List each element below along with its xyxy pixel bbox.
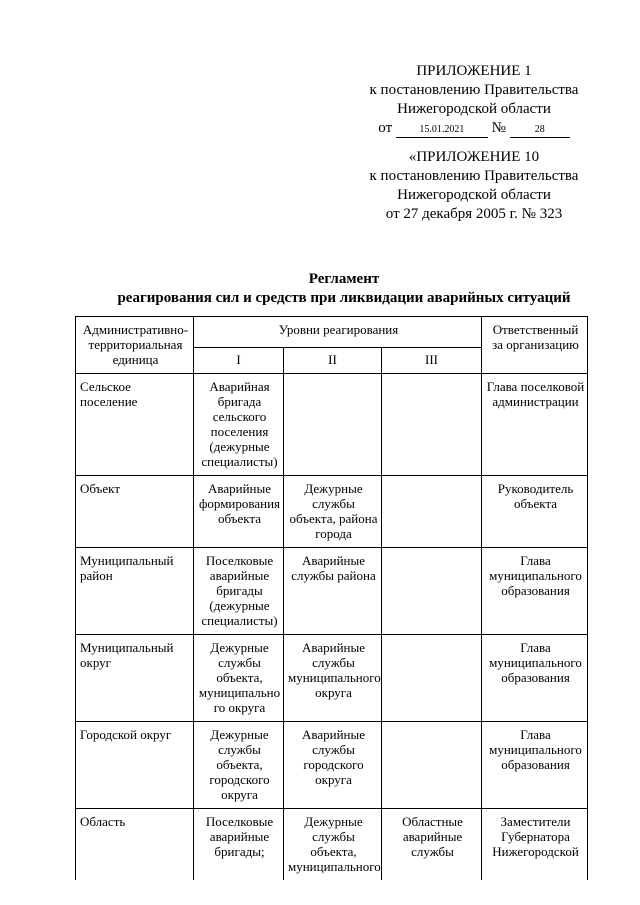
appendix-10-title: «ПРИЛОЖЕНИЕ 10 bbox=[408, 149, 540, 165]
cell-level-1: Дежурные службы объекта, муниципально го округа bbox=[194, 635, 284, 722]
cell-unit: Область bbox=[76, 809, 194, 881]
cell-level-2: Дежурные службы объекта, муниципального bbox=[284, 809, 382, 881]
header-level-2: II bbox=[284, 347, 382, 373]
table-row bbox=[76, 809, 588, 881]
cell-level-3: Областные аварийные службы bbox=[382, 809, 482, 881]
cell-responsible: Руководитель объекта bbox=[482, 476, 588, 548]
header-level-1: I bbox=[194, 347, 284, 373]
cell-responsible: Глава поселковой администрации bbox=[482, 374, 588, 476]
appendix-10-region: Нижегородской области bbox=[397, 187, 551, 203]
cell-level-1: Поселковые аварийные бригады (дежурные специалисты) bbox=[194, 548, 284, 635]
cell-level-3 bbox=[382, 548, 482, 635]
table-row bbox=[76, 476, 588, 548]
appendix-10-date: от 27 декабря 2005 г. № 323 bbox=[385, 206, 563, 222]
cell-level-3 bbox=[382, 722, 482, 809]
cell-level-2: Дежурные службы объекта, района города bbox=[284, 476, 382, 548]
title-line-1: Регламент bbox=[308, 271, 380, 287]
appendix-10-header bbox=[360, 148, 588, 224]
cell-level-3 bbox=[382, 374, 482, 476]
number-sign: № bbox=[491, 120, 506, 136]
title-line-2: реагирования сил и средств при ликвидации аварийных ситуаций bbox=[117, 290, 571, 306]
cell-level-1: Поселковые аварийные бригады; bbox=[194, 809, 284, 881]
cell-level-1: Дежурные службы объекта, городского округа bbox=[194, 722, 284, 809]
cell-level-1: Аварийная бригада сельского поселения (дежурные специалисты) bbox=[194, 374, 284, 476]
table-row bbox=[76, 635, 588, 722]
cell-level-1: Аварийные формирования объекта bbox=[194, 476, 284, 548]
cell-level-2: Аварийные службы городского округа bbox=[284, 722, 382, 809]
header-responsible: Ответственный за организацию bbox=[482, 317, 588, 374]
cell-responsible: Глава муниципального образования bbox=[482, 635, 588, 722]
table-row bbox=[76, 374, 588, 476]
cell-unit: Муниципальный округ bbox=[76, 635, 194, 722]
appendix-1-region: Нижегородской области bbox=[397, 101, 551, 117]
date-prefix: от bbox=[378, 120, 393, 136]
number-field: 28 bbox=[510, 123, 570, 138]
appendix-1-header bbox=[360, 62, 588, 138]
cell-level-2: Аварийные службы муниципального округа bbox=[284, 635, 382, 722]
table-row bbox=[76, 722, 588, 809]
date-field: 15.01.2021 bbox=[396, 123, 488, 138]
cell-unit: Муниципальный район bbox=[76, 548, 194, 635]
appendix-1-title: ПРИЛОЖЕНИЕ 1 bbox=[416, 63, 532, 79]
cell-level-3 bbox=[382, 635, 482, 722]
document-title bbox=[76, 270, 612, 308]
appendix-1-resolution: к постановлению Правительства bbox=[369, 82, 579, 98]
cell-level-2: Аварийные службы района bbox=[284, 548, 382, 635]
header-levels: Уровни реагирования bbox=[194, 317, 482, 348]
cell-responsible: Глава муниципального образования bbox=[482, 722, 588, 809]
header-level-3: III bbox=[382, 347, 482, 373]
appendix-10-resolution: к постановлению Правительства bbox=[369, 168, 579, 184]
header-unit: Административно-территориальная единица bbox=[76, 317, 194, 374]
response-regulation-table bbox=[75, 316, 588, 880]
cell-unit: Городской округ bbox=[76, 722, 194, 809]
cell-level-3 bbox=[382, 476, 482, 548]
cell-responsible: Глава муниципального образования bbox=[482, 548, 588, 635]
cell-level-2 bbox=[284, 374, 382, 476]
table-row bbox=[76, 548, 588, 635]
appendix-1-date-line bbox=[360, 119, 588, 138]
cell-responsible: Заместители Губернатора Нижегородской bbox=[482, 809, 588, 881]
cell-unit: Сельское поселение bbox=[76, 374, 194, 476]
cell-unit: Объект bbox=[76, 476, 194, 548]
